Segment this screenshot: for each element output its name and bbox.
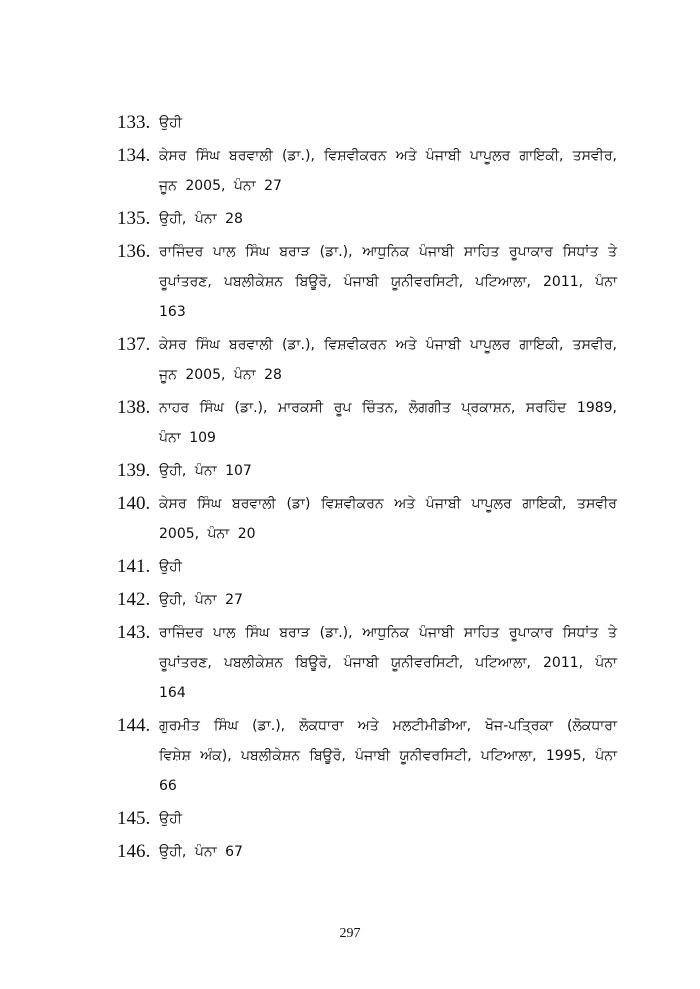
footnote-item <box>117 237 617 327</box>
footnote-number: 142. <box>117 589 151 610</box>
footnote-text: ਕੇਸਰ ਸਿੰਘ ਬਰਵਾਲੀ (ਡਾ.), ਵਿਸ਼ਵੀਕਰਨ ਅਤੇ ਪੰਜਾਬੀ ਪਾਪੂਲਰ ਗਾਇਕੀ, ਤਸਵੀਰ, ਜੂਨ 2005, ਪੰਨਾ 27 <box>159 148 617 194</box>
footnote-text: ਉਹੀ <box>159 811 182 827</box>
footnote-number: 146. <box>117 841 151 862</box>
footnote-text: ਰਾਜਿੰਦਰ ਪਾਲ ਸਿੰਘ ਬਰਾੜ (ਡਾ.), ਆਧੁਨਿਕ ਪੰਜਾਬੀ ਸਾਹਿਤ ਰੂਪਾਕਾਰ ਸਿਧਾਂਤ ਤੇ ਰੂਪਾਂਤਰਣ, ਪਬਲੀਕੇਸ਼ਨ ਬਿਊਰੋ, ਪੰਜਾਬੀ ਯੂਨੀਵਰਸਿਟੀ, ਪਟਿਆਲਾ, 2011, ਪੰਨਾ 163 <box>159 244 617 320</box>
footnote-item <box>117 837 617 867</box>
footnote-item <box>117 711 617 801</box>
footnote-number: 133. <box>117 112 151 133</box>
footnote-text: ਗੁਰਮੀਤ ਸਿੰਘ (ਡਾ.), ਲੋਕਧਾਰਾ ਅਤੇ ਮਲਟੀਮੀਡੀਆ, ਖੋਜ-ਪਤ੍ਰਿਕਾ (ਲੋਕਧਾਰਾ ਵਿਸ਼ੇਸ਼ ਅੰਕ), ਪਬਲੀਕੇਸ਼ਨ ਬਿਊਰੋ, ਪੰਜਾਬੀ ਯੂਨੀਵਰਸਿਟੀ, ਪਟਿਆਲਾ, 1995, ਪੰਨਾ 66 <box>159 718 617 794</box>
footnote-number: 138. <box>117 397 151 418</box>
page-number: 297 <box>339 926 361 941</box>
footnote-item <box>117 552 617 582</box>
footnote-number: 144. <box>117 715 151 736</box>
footnote-number: 136. <box>117 241 151 262</box>
footnote-item <box>117 393 617 453</box>
footnote-text: ਉਹੀ <box>159 559 182 575</box>
footnote-number: 137. <box>117 334 151 355</box>
footnote-number: 141. <box>117 556 151 577</box>
footnote-item <box>117 330 617 390</box>
footnote-text: ਉਹੀ, ਪੰਨਾ 28 <box>159 211 243 227</box>
footnote-text: ਉਹੀ, ਪੰਨਾ 107 <box>159 463 252 479</box>
footnote-item <box>117 108 617 138</box>
footnote-number: 134. <box>117 145 151 166</box>
footnote-text: ਉਹੀ <box>159 115 182 131</box>
footnote-number: 139. <box>117 460 151 481</box>
footnote-item <box>117 489 617 549</box>
footnote-item <box>117 618 617 708</box>
footnote-text: ਉਹੀ, ਪੰਨਾ 27 <box>159 592 243 608</box>
footnote-number: 140. <box>117 493 151 514</box>
footnote-item <box>117 804 617 834</box>
footnote-number: 135. <box>117 208 151 229</box>
footnote-item <box>117 204 617 234</box>
footnote-number: 143. <box>117 622 151 643</box>
footnote-text: ਰਾਜਿੰਦਰ ਪਾਲ ਸਿੰਘ ਬਰਾੜ (ਡਾ.), ਆਧੁਨਿਕ ਪੰਜਾਬੀ ਸਾਹਿਤ ਰੂਪਾਕਾਰ ਸਿਧਾਂਤ ਤੇ ਰੂਪਾਂਤਰਣ, ਪਬਲੀਕੇਸ਼ਨ ਬਿਊਰੋ, ਪੰਜਾਬੀ ਯੂਨੀਵਰਸਿਟੀ, ਪਟਿਆਲਾ, 2011, ਪੰਨਾ 164 <box>159 625 617 701</box>
footnote-text: ਉਹੀ, ਪੰਨਾ 67 <box>159 844 243 860</box>
footnote-text: ਕੇਸਰ ਸਿੰਘ ਬਰਵਾਲੀ (ਡਾ.), ਵਿਸ਼ਵੀਕਰਨ ਅਤੇ ਪੰਜਾਬੀ ਪਾਪੂਲਰ ਗਾਇਕੀ, ਤਸਵੀਰ, ਜੂਨ 2005, ਪੰਨਾ 28 <box>159 337 617 383</box>
footnote-item <box>117 141 617 201</box>
footnote-list <box>117 108 617 867</box>
footnote-item <box>117 456 617 486</box>
footnote-item <box>117 585 617 615</box>
footnote-number: 145. <box>117 808 151 829</box>
footnote-text: ਨਾਹਰ ਸਿੰਘ (ਡਾ.), ਮਾਰਕਸੀ ਰੂਪ ਚਿੰਤਨ, ਲੋਗਗੀਤ ਪ੍ਰਕਾਸ਼ਨ, ਸਰਹਿੰਦ 1989, ਪੰਨਾ 109 <box>159 400 617 446</box>
footnote-text: ਕੇਸਰ ਸਿੰਘ ਬਰਵਾਲੀ (ਡਾ) ਵਿਸ਼ਵੀਕਰਨ ਅਤੇ ਪੰਜਾਬੀ ਪਾਪੂਲਰ ਗਾਇਕੀ, ਤਸਵੀਰ 2005, ਪੰਨਾ 20 <box>159 496 617 542</box>
